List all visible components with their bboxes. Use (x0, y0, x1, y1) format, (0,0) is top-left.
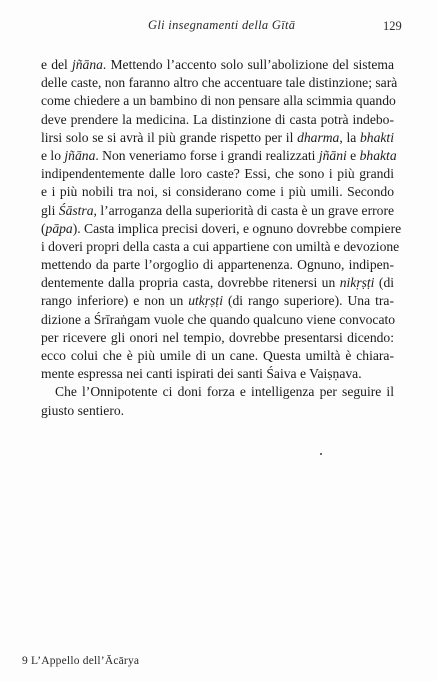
text-run: ecco colui che è più umile di un cane. Questa umiltà è chiara- (41, 348, 394, 363)
running-head-title: Gli insegnamenti della Gītā (148, 18, 296, 32)
text-run: rango inferiore) e non un (41, 293, 189, 309)
italic-term: utkṛṣṭi (188, 293, 223, 309)
text-run: . Non veneriamo forse i grandi realizzati (95, 147, 319, 163)
text-line (41, 220, 402, 238)
text-run: (di rango superiore). Una tra- (222, 293, 394, 309)
text-run: gli (41, 202, 59, 218)
text-run: , l’arroganza della superiorità di casta è un grave errore (93, 202, 395, 218)
text-run: e lo (41, 147, 65, 163)
italic-term: jñāna (71, 57, 103, 72)
text-line (41, 147, 397, 165)
text-run: come chiedere a un bambino di non pensare alla scimmia quando (41, 93, 396, 109)
text-line (41, 202, 394, 220)
italic-term: dharma (297, 129, 340, 145)
italic-term: jñāni (318, 147, 347, 163)
text-run: mettendo da parte l’orgoglio di appartenenza. Ognuno, indipen- (41, 257, 394, 273)
text-line (41, 347, 394, 365)
text-line (41, 402, 394, 420)
text-run: . Mettendo l’accento solo sull’abolizione del sistema (102, 57, 394, 72)
text-line (41, 383, 394, 401)
text-line (41, 365, 394, 383)
text-line (41, 256, 394, 274)
italic-term: bhakti (360, 129, 394, 145)
text-run: per ricevere gli onori nel tempio, dovrebbe presentarsi dicendo: (41, 329, 394, 345)
text-line (41, 329, 394, 347)
italic-term: pāpa (45, 220, 73, 236)
text-run: dizione a Śrīraṅgam vuole che quando qualcuno viene convocato (41, 311, 396, 327)
text-run: , la (339, 129, 360, 145)
page-number: 129 (383, 19, 402, 33)
text-run: (di (374, 275, 395, 291)
text-line (41, 183, 394, 201)
italic-term: nikṛṣṭi (339, 275, 375, 291)
text-run: e (346, 147, 360, 163)
text-line (41, 165, 394, 183)
text-line (41, 311, 394, 329)
print-speck (320, 453, 322, 455)
text-run: Che l’Onnipotente ci doni forza e intelligenza per seguire il (55, 384, 394, 400)
text-line (41, 56, 394, 74)
text-run: delle caste, non faranno altro che accentuare tale distinzione; sarà (41, 75, 398, 91)
text-line (41, 274, 394, 292)
text-line (41, 238, 400, 256)
text-line (41, 74, 398, 92)
text-line (41, 92, 394, 110)
italic-term: bhakta (359, 147, 397, 163)
text-run: deve prendere la medicina. La distinzione di casta potrà indebo- (41, 111, 394, 127)
text-run: mente espressa nei canti ispirati dei santi Śaiva e Vaiṣṇava. (41, 366, 362, 382)
text-line (41, 292, 394, 310)
text-run: e del (41, 57, 72, 72)
italic-term: jñāna (64, 147, 96, 163)
text-run: indipendentemente dalle loro caste? Essi, che sono i più grandi (41, 166, 394, 182)
text-run: dentemente dalla propria casta, dovrebbe ritenersi un (41, 275, 340, 291)
italic-term: Śāstra (58, 202, 94, 218)
text-line (41, 129, 394, 147)
text-run: giusto sentiero. (41, 402, 125, 418)
text-run: ). Casta implica precisi doveri, e ognuno dovrebbe compiere (72, 220, 402, 236)
text-run: ( (41, 220, 46, 236)
text-run: i doveri propri della casta a cui appartiene con umiltà e devozione (41, 238, 400, 254)
text-run: lirsi solo se si avrà il più grande rispetto per il (41, 129, 298, 145)
footer-signature: 9 L’Appello dell’Ācārya (22, 655, 140, 667)
text-run: e i più nobili tra noi, si considerano come i più umili. Secondo (41, 184, 394, 200)
body-text (41, 56, 402, 420)
text-line (41, 111, 394, 129)
